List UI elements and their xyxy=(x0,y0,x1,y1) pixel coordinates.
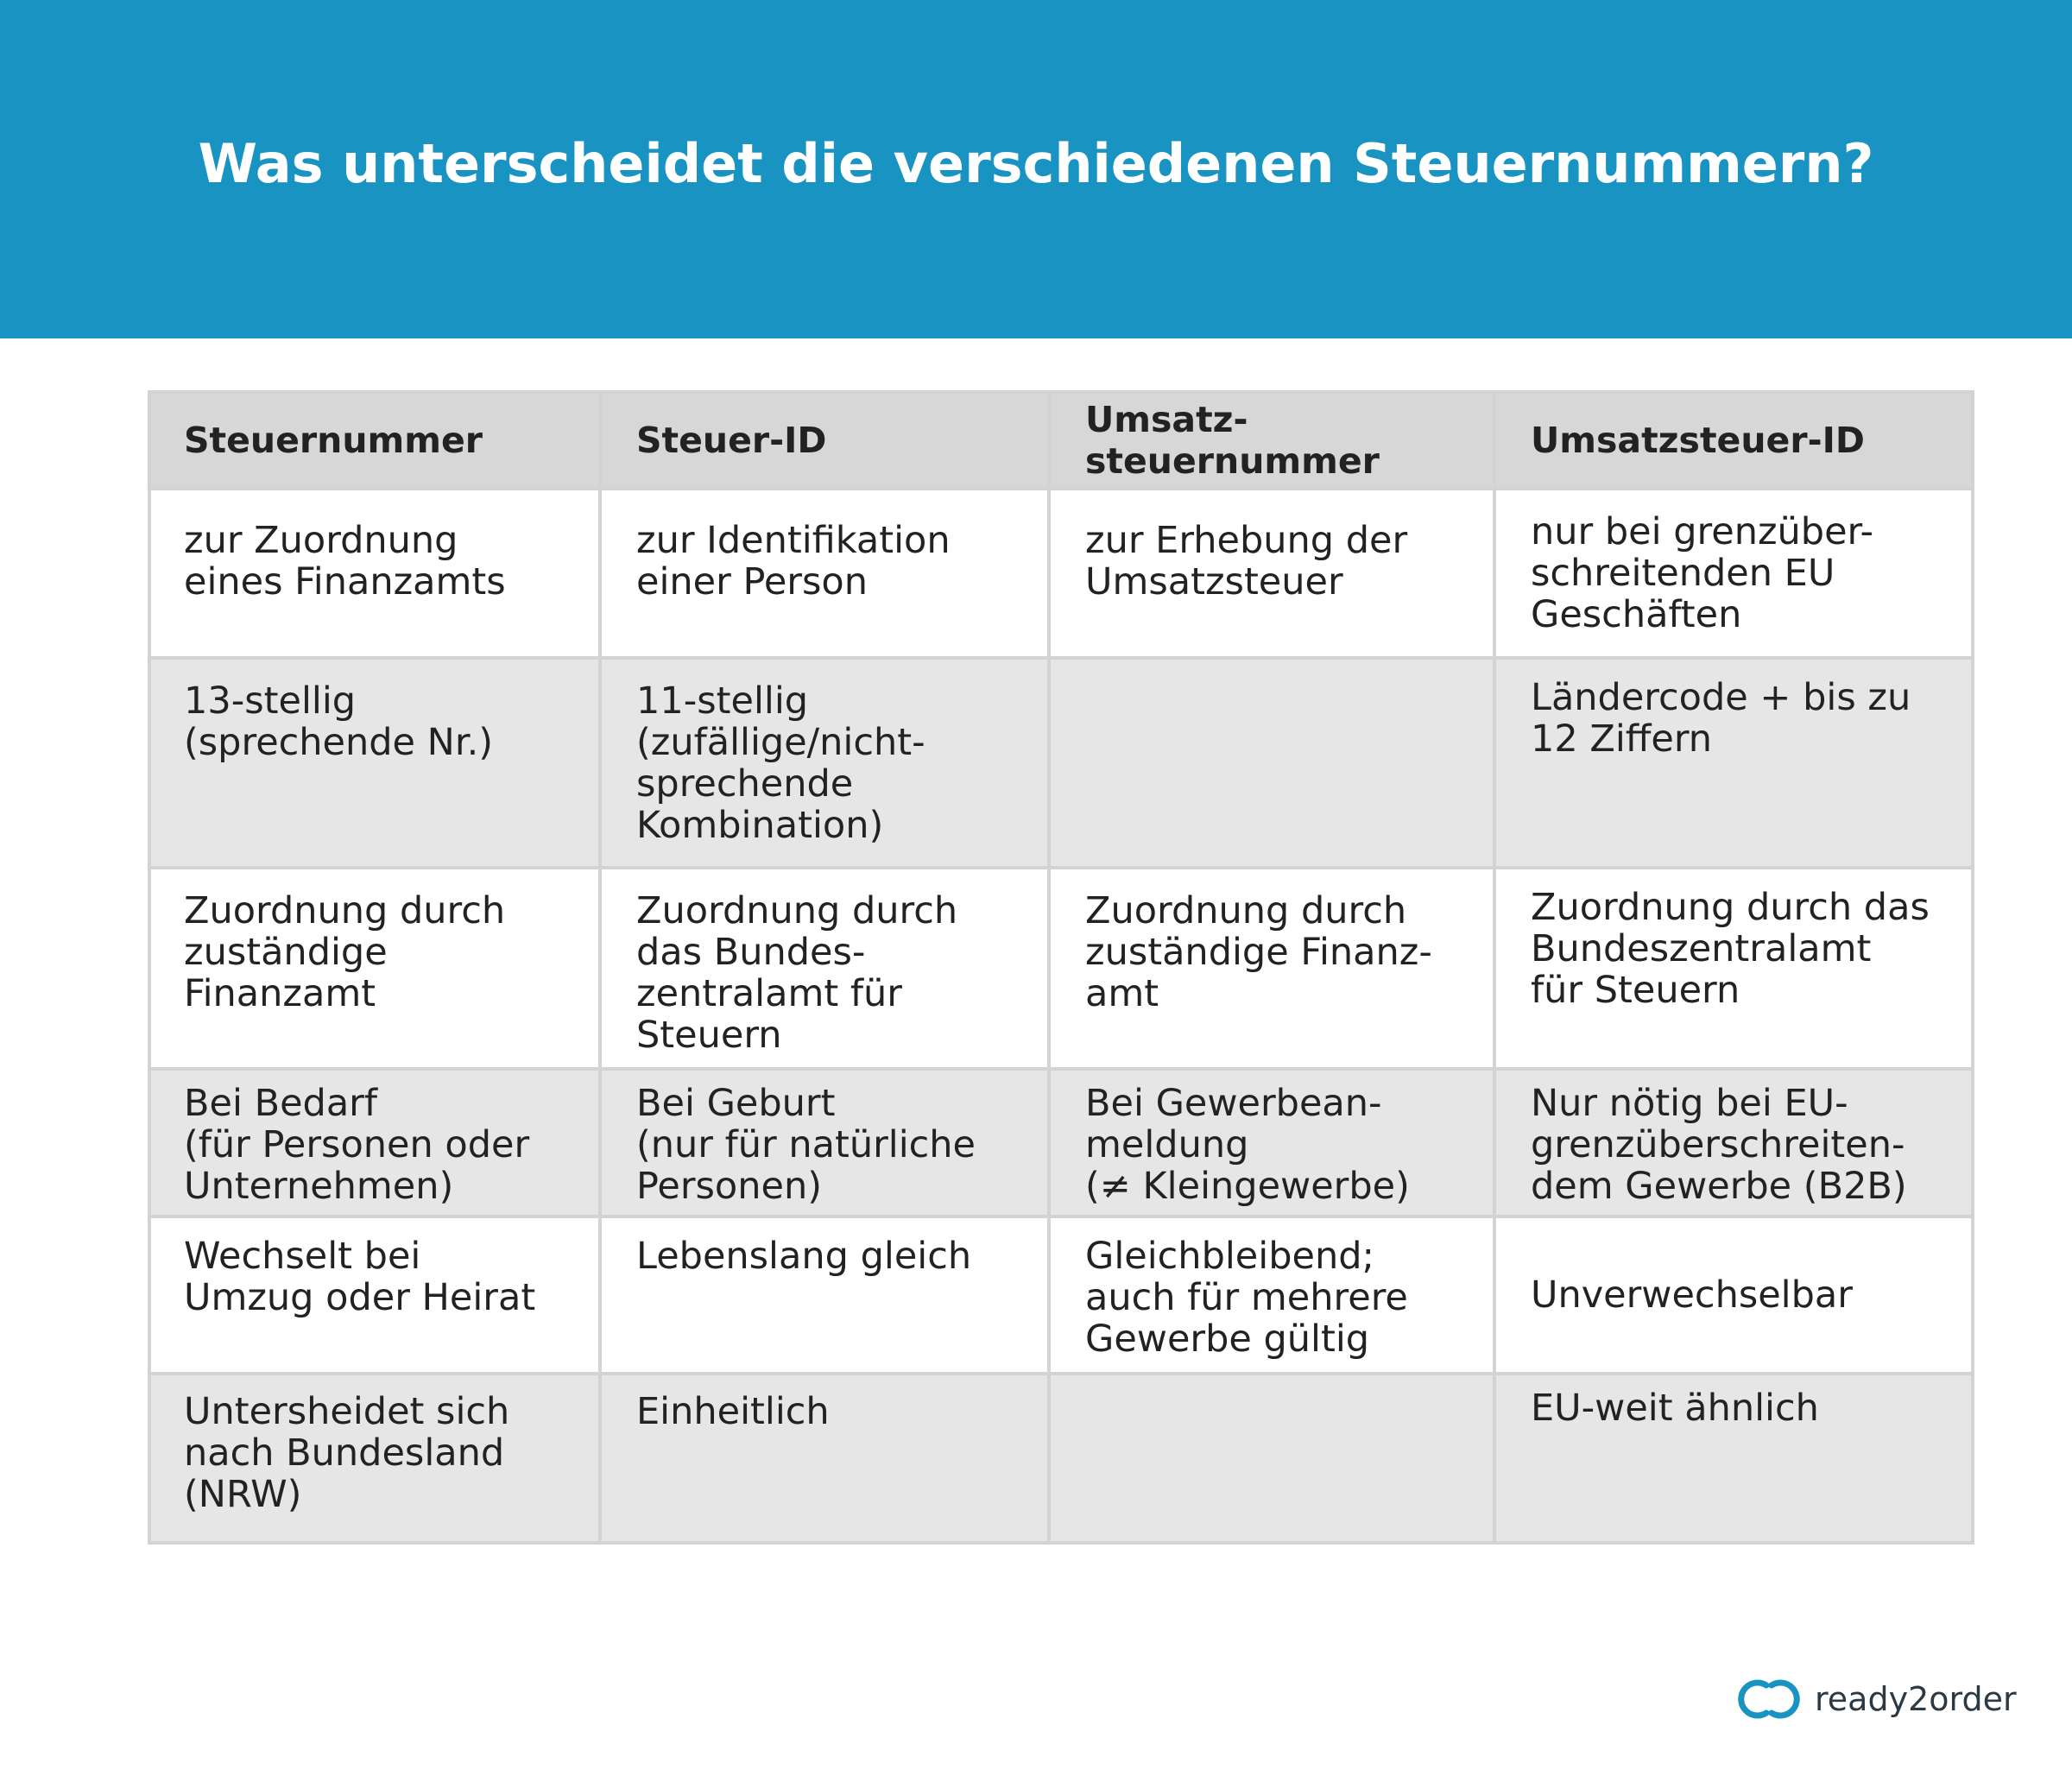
header-steuernummer: Steuernummer xyxy=(149,392,600,489)
table-row xyxy=(149,1374,1973,1543)
table-header-row xyxy=(149,392,1973,489)
table-cell: nur bei grenzüber- schreitenden EU Geschäften xyxy=(1494,489,1973,658)
table-cell: Gleichbleibend; auch für mehrere Gewerbe gültig xyxy=(1049,1216,1494,1374)
page-title: Was unterscheidet die verschiedenen Steuernummern? xyxy=(198,132,1874,195)
table-cell: Ländercode + bis zu 12 Ziffern xyxy=(1494,658,1973,868)
logo-text: ready2order xyxy=(1815,1680,2017,1718)
table-cell: Bei Geburt (nur für natürliche Personen) xyxy=(600,1069,1049,1216)
table-cell: Nur nötig bei EU- grenzüberschreiten- dem Gewerbe (B2B) xyxy=(1494,1069,1973,1216)
interlocking-rings-icon xyxy=(1735,1673,1803,1725)
table-row xyxy=(149,658,1973,868)
table-cell: Einheitlich xyxy=(600,1374,1049,1543)
table-cell: Bei Bedarf (für Personen oder Unternehmen) xyxy=(149,1069,600,1216)
table-cell: EU-weit ähnlich xyxy=(1494,1374,1973,1543)
table-cell: zur Zuordnung eines Finanzamts xyxy=(149,489,600,658)
table-cell xyxy=(1049,1374,1494,1543)
table-row xyxy=(149,1069,1973,1216)
table-cell: Unverwechselbar xyxy=(1494,1216,1973,1374)
table-cell: Zuordnung durch zuständige Finanzamt xyxy=(149,868,600,1069)
ready2order-logo xyxy=(1735,1673,2017,1725)
table-cell: Wechselt bei Umzug oder Heirat xyxy=(149,1216,600,1374)
table-cell: 11-stellig (zufällige/nicht- sprechende Kombination) xyxy=(600,658,1049,868)
header-umsatzsteuer-id: Umsatzsteuer-ID xyxy=(1494,392,1973,489)
table-row xyxy=(149,489,1973,658)
header-steuer-id: Steuer-ID xyxy=(600,392,1049,489)
table-row xyxy=(149,868,1973,1069)
table-cell: Untersheidet sich nach Bundesland (NRW) xyxy=(149,1374,600,1543)
header-umsatzsteuernummer: Umsatz- steuernummer xyxy=(1049,392,1494,489)
table-cell: Lebenslang gleich xyxy=(600,1216,1049,1374)
table-cell: Zuordnung durch zuständige Finanz- amt xyxy=(1049,868,1494,1069)
table-row xyxy=(149,1216,1973,1374)
table-cell: 13-stellig (sprechende Nr.) xyxy=(149,658,600,868)
header-banner xyxy=(0,0,2072,338)
comparison-table xyxy=(148,390,1974,1545)
table-cell: zur Erhebung der Umsatzsteuer xyxy=(1049,489,1494,658)
table-cell xyxy=(1049,658,1494,868)
table-cell: Bei Gewerbean- meldung (≠ Kleingewerbe) xyxy=(1049,1069,1494,1216)
table-cell: Zuordnung durch das Bundes- zentralamt für Steuern xyxy=(600,868,1049,1069)
table-cell: zur Identifikation einer Person xyxy=(600,489,1049,658)
table-cell: Zuordnung durch das Bundeszentralamt für Steuern xyxy=(1494,868,1973,1069)
